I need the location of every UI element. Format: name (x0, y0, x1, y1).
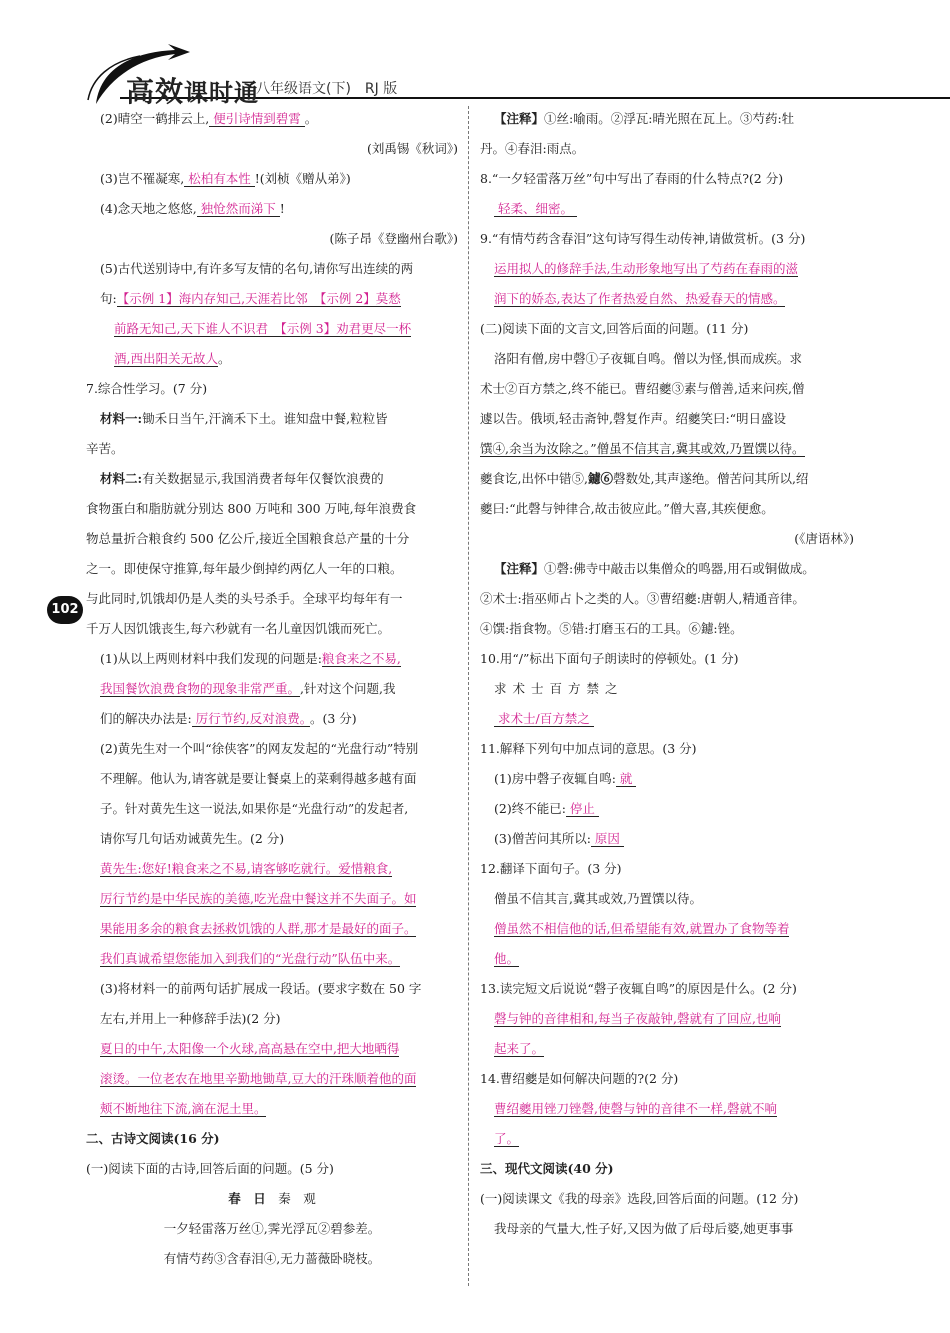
text-line: (2)终不能已: 停止 (480, 794, 854, 824)
text-line (86, 884, 458, 914)
answer: 他。 (494, 951, 520, 966)
question-heading: 14.曹绍夔是如何解决问题的?(2 分) (480, 1071, 679, 1086)
text-line: 子。针对黄先生这一说法,如果你是“光盘行动”的发起者, (100, 801, 409, 816)
text-line (86, 914, 458, 944)
answer: 我们真诚希望您能加入到我们的“光盘行动”队伍中来。 (100, 951, 401, 966)
poem-title: 春 日 (228, 1191, 266, 1206)
text-line: 我母亲的气量大,性子好,又因为做了后母后婆,她更事事 (494, 1221, 794, 1236)
text-line: (1)从以上两则材料中我们发现的问题是:粮食来之不易, (100, 651, 401, 666)
text-line: (5)古代送别诗中,有许多写友情的名句,请你写出连续的两 (100, 261, 414, 276)
text-line: 【注释】①丝:喻雨。②浮瓦:晴光照在瓦上。③芍药:牡 (494, 111, 795, 126)
text-line (86, 854, 458, 884)
text-line: (3)僧苦问其所以: 原因 (480, 824, 854, 854)
text-line: 们的解决办法是: 厉行节约,反对浪费。 。(3 分) (100, 711, 357, 726)
text-line (480, 1094, 854, 1124)
text-line: (2)黄先生对一个叫“徐侠客”的网友发起的“光盘行动”特别 (100, 741, 419, 756)
answer: 就 (616, 771, 637, 787)
question-heading: 12.翻译下面句子。(3 分) (480, 861, 622, 876)
text-line: 我国餐饮浪费食物的现象非常严重。,针对这个问题,我 (100, 681, 396, 696)
text-line: 夔食讫,出怀中错⑤,鑢⑥磬数处,其声遂绝。僧苦问其所以,绍 (480, 471, 809, 486)
book-subtitle: 八年级语文(下) RJ 版 (256, 81, 398, 97)
answer: 夏日的中午,太阳像一个火球,高高悬在空中,把大地晒得 (100, 1041, 400, 1056)
text-line (86, 314, 458, 344)
brand-rest: 课时通 (184, 78, 260, 107)
text-line: 左右,并用上一种修辞手法)(2 分) (100, 1011, 281, 1026)
answer: 停止 (566, 801, 599, 817)
text-line (480, 914, 854, 944)
answer: 运用拟人的修辞手法,生动形象地写出了芍药在春雨的滋 (494, 261, 798, 276)
text-line: 僧虽不信其言,冀其或效,乃置馔以待。 (494, 891, 702, 906)
text-line: ②术士:指巫师占卜之类的人。③曹绍夔:唐朝人,精通音律。 (480, 591, 805, 606)
text-line: ④馔:指食物。⑤错:打磨玉石的工具。⑥鑢:锉。 (480, 621, 743, 636)
answer: 起来了。 (494, 1041, 545, 1056)
text-line: 酒,西出阳关无故人。 (114, 351, 231, 366)
text-line: 材料一:锄禾日当午,汗滴禾下土。谁知盘中餐,粒粒皆 (100, 411, 388, 426)
text-line: (3)将材料一的前两句话扩展成一段话。(要求字数在 50 字 (100, 981, 422, 996)
text-line: 与此同时,饥饿却仍是人类的头号杀手。全球平均每年有一 (86, 591, 403, 606)
text-line: 不理解。他认为,请客就是要让餐桌上的菜剩得越多越有面 (100, 771, 417, 786)
text-line (480, 1124, 854, 1154)
answer: 曹绍夔用锉刀锉磬,使磬与钟的音律不一样,磬就不响 (494, 1101, 777, 1116)
poem-author: 秦 观 (278, 1191, 316, 1206)
text-line: 物总量折合粮食约 500 亿公斤,接近全国粮食总产量的十分 (86, 531, 410, 546)
text-line (480, 944, 854, 974)
question-heading: 10.用“/”标出下面句子朗读时的停顿处。(1 分) (480, 651, 739, 666)
text-line: (二)阅读下面的文言文,回答后面的问题。(11 分) (480, 321, 749, 336)
text-line: (2)晴空一鹤排云上, 便引诗情到碧霄 。 (100, 111, 318, 126)
text-line: 千万人因饥饿丧生,每六秒就有一名儿童因饥饿而死亡。 (86, 621, 390, 636)
text-line (86, 1094, 458, 1124)
text-line (480, 254, 854, 284)
text-line: 句:【示例 1】海内存知己,天涯若比邻 【示例 2】莫愁 (100, 291, 401, 306)
answer: 颊不断地往下流,滴在泥土里。 (100, 1101, 267, 1116)
text-line: (陈子昂《登幽州台歌》) (329, 231, 458, 246)
text-line (86, 1034, 458, 1064)
answer: 厉行节约,反对浪费。 (192, 711, 310, 727)
section-heading: 二、古诗文阅读(16 分) (86, 1131, 220, 1146)
text-line: (4)念天地之悠悠, 独怆然而涕下 ! (100, 201, 285, 216)
answer: 我国餐饮浪费食物的现象非常严重。 (100, 681, 301, 696)
text-line: 【注释】①磬:佛寺中敲击以集僧众的鸣器,用石或铜做成。 (494, 561, 815, 576)
text-line (480, 1004, 854, 1034)
question-heading: 9.“有情芍药含春泪”这句诗写得生动传神,请做赏析。(3 分) (480, 231, 806, 246)
left-column (86, 104, 458, 1274)
answer: 求术士/百方禁之 (494, 711, 594, 727)
answer: 粮食来之不易, (321, 651, 401, 666)
question-heading: 8.“一夕轻雷落万丝”句中写出了春雨的什么特点?(2 分) (480, 171, 784, 186)
text-line: 材料二:有关数据显示,我国消费者每年仅餐饮浪费的 (100, 471, 384, 486)
text-line (480, 284, 854, 314)
text-line (480, 194, 854, 224)
text-line: 食物蛋白和脂肪就分别达 800 万吨和 300 万吨,每年浪费食 (86, 501, 417, 516)
text-line: 洛阳有僧,房中磬①子夜辄自鸣。僧以为怪,惧而成疾。求 (494, 351, 802, 366)
question-heading: 13.读完短文后说说“磬子夜辄自鸣”的原因是什么。(2 分) (480, 981, 797, 996)
answer: 便引诗情到碧霄 (209, 111, 305, 127)
answer: 厉行节约是中华民族的美德,吃光盘中餐这并不失面子。如 (100, 891, 417, 906)
page-header (0, 0, 950, 110)
answer: 原因 (591, 831, 624, 847)
text-line (480, 1034, 854, 1064)
text-line (86, 944, 458, 974)
question-heading: 7.综合性学习。(7 分) (86, 381, 208, 396)
answer: 前路无知己,天下谁人不识君 【示例 3】劝君更尽一杯 (114, 321, 412, 336)
answer: 黄先生:您好!粮食来之不易,请客够吃就行。爱惜粮食, (100, 861, 393, 876)
text-line: 夔曰:“此磬与钟律合,故击彼应此。”僧大喜,其疾便愈。 (480, 501, 774, 516)
question-heading: 11.解释下列句中加点词的意思。(3 分) (480, 741, 697, 756)
poem-line: 有情芍药③含春泪④,无力蔷薇卧晓枝。 (163, 1251, 381, 1266)
answer: 僧虽然不相信他的话,但希望能有效,就置办了食物等着 (494, 921, 790, 936)
answer: 松柏有本性 (184, 171, 255, 187)
text-line: (一)阅读课文《我的母亲》选段,回答后面的问题。(12 分) (480, 1191, 799, 1206)
text-line: 术士②百方禁之,终不能已。曹绍夔③素与僧善,适来问疾,僧 (480, 381, 805, 396)
text-line: 遽以告。俄顷,轻击斋钟,磬复作声。绍夔笑曰:“明日盛设 (480, 411, 787, 426)
answer: 酒,西出阳关无故人 (114, 351, 218, 366)
text-line: 馔④,余当为汝除之。”僧虽不信其言,冀其或效,乃置馔以待。 (480, 441, 805, 456)
text-line: 辛苦。 (86, 441, 124, 456)
text-line: (3)岂不罹凝寒, 松柏有本性 !(刘桢《赠从弟》) (100, 171, 351, 186)
column-divider (468, 106, 469, 1286)
text-line: 丹。④春泪:雨点。 (480, 141, 585, 156)
text-line: (《唐语林》) (794, 531, 854, 546)
text-line: 之一。即使保守推算,每年最少倒掉约两亿人一年的口粮。 (86, 561, 403, 576)
text-line: 请你写几句话劝诫黄先生。(2 分) (100, 831, 285, 846)
text-line: (刘禹锡《秋词》) (366, 141, 458, 156)
brand-big: 高效 (126, 75, 185, 108)
text-line (480, 704, 854, 734)
text-line (86, 1064, 458, 1094)
right-column (480, 104, 854, 1244)
text-line: (一)阅读下面的古诗,回答后面的问题。(5 分) (86, 1161, 334, 1176)
text-line: 求术士百方禁之 (494, 681, 624, 696)
answer: 果能用多余的粮食去拯救饥饿的人群,那才是最好的面子。 (100, 921, 417, 936)
poem-line: 一夕轻雷落万丝①,霁光浮瓦②碧参差。 (163, 1221, 381, 1236)
text-line: (1)房中磬子夜辄自鸣: 就 (480, 764, 854, 794)
answer: 了。 (494, 1131, 520, 1146)
answer: 润下的娇态,表达了作者热爱自然、热爱春天的情感。 (494, 291, 786, 306)
poem-title-line (86, 1184, 458, 1214)
section-heading: 三、现代文阅读(40 分) (480, 1161, 614, 1176)
answer: 磬与钟的音律相和,每当子夜敲钟,磬就有了回应,也响 (494, 1011, 781, 1026)
page-number: 102 (47, 596, 83, 624)
answer: 滚烫。一位老农在地里辛勤地锄草,豆大的汗珠顺着他的面 (100, 1071, 417, 1086)
answer: 独怆然而涕下 (197, 201, 280, 217)
answer: 【示例 1】海内存知己,天涯若比邻 【示例 2】莫愁 (116, 291, 401, 306)
answer: 轻柔、细密。 (494, 201, 577, 217)
